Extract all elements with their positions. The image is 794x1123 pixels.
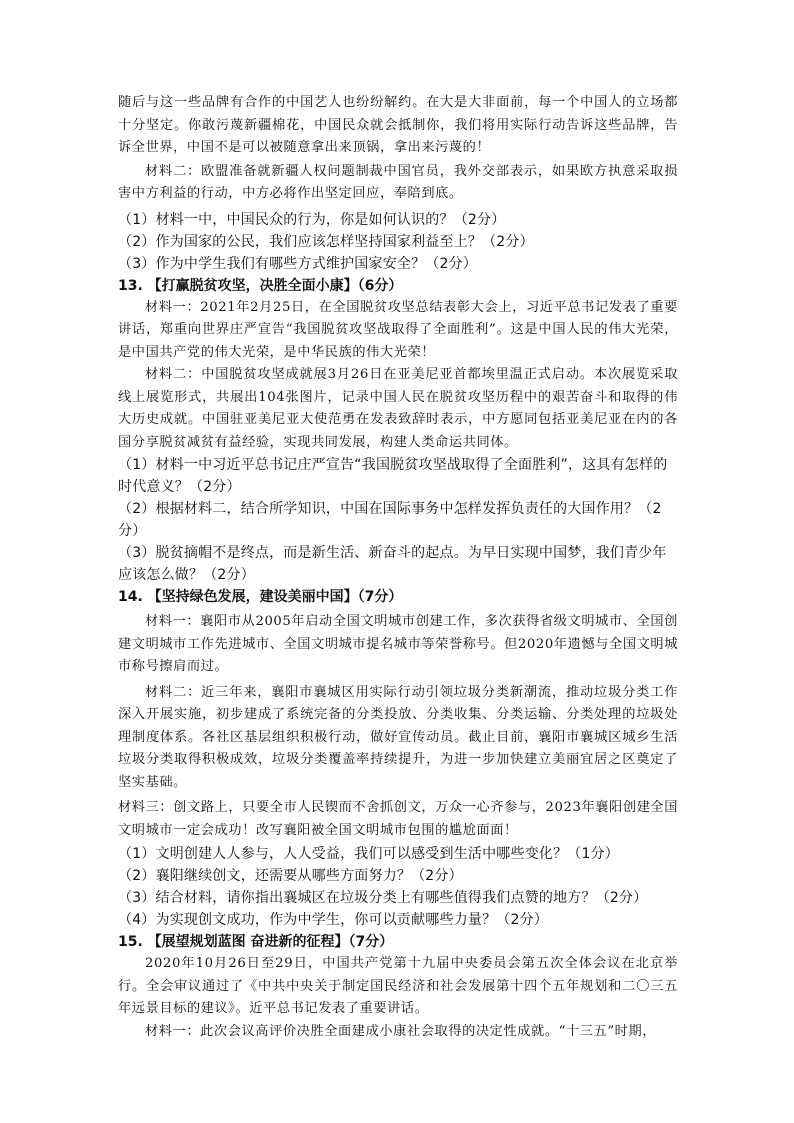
s14-heading: 14. 【坚持绿色发展，建设美丽中国】（7分） bbox=[118, 589, 403, 605]
s13-question-2: （2）根据材料二，结合所学知识，中国在国际事务中怎样发挥负责任的大国作用？（2分） bbox=[118, 501, 662, 539]
s15-heading: 15. 【展望规划蓝图 奋进新的征程】（7分） bbox=[118, 934, 394, 950]
s12-material2: 材料二：欧盟准备就新疆人权问题制裁中国官员，我外交部表示，如果欧方执意采取损害中方利益的行动，中方必将作出坚定回应，奉陪到底。 bbox=[118, 163, 678, 201]
s14-question-3: （3）结合材料，请你指出襄城区在垃圾分类上有哪些值得我们点赞的地方？（2分） bbox=[118, 890, 648, 906]
s12-question-1: （1）材料一中，中国民众的行为，你是如何认识的？（2分） bbox=[118, 211, 506, 228]
s15-material1-start: 材料一：此次会议高评价决胜全面建成小康社会取得的决定性成就。“十三五”时期， bbox=[145, 1023, 657, 1039]
s14-material1: 材料一：襄阳市从2005年启动全国文明城市创建工作，多次获得省级文明城市、全国创建文明城市工作先进城市、全国文明城市提名城市等荣誉称号。但2020年遗憾与全国文明城市称号擦肩而过。 bbox=[118, 614, 678, 674]
s12-intro-continued: 随后与这一些品牌有合作的中国艺人也纷纷解约。在大是大非面前，每一个中国人的立场都十分坚定。你敢污蔑新疆棉花，中国民众就会抵制你，我们将用实际行动告诉这些品牌，告诉全世界，中国不是可以被随意拿出来顶锅，拿出来污蔑的！ bbox=[118, 95, 678, 155]
s15-intro: 2020年10月26日至29日，中国共产党第十九届中央委员会第五次全体会议在北京举行。全会审议通过了《中共中央关于制定国民经济和社会发展第十四个五年规划和二〇三五年远景目标的建议》。近平总书记发表了重要讲话。 bbox=[118, 956, 678, 1016]
s14-question-1: （1）文明创建人人参与，人人受益，我们可以感受到生活中哪些变化？（1分） bbox=[118, 846, 620, 862]
s12-question-3: （3）作为中学生我们有哪些方式维护国家安全？（2分） bbox=[118, 255, 478, 272]
s14-material3: 材料三：创文路上，只要全市人民锲而不舍抓创文，万众一心齐参与，2023年襄阳创建全国文明城市一定会成功！改写襄阳被全国文明城市包围的尴尬面面！ bbox=[118, 800, 678, 838]
s14-question-4: （4）为实现创文成功，作为中学生，你可以贡献哪些力量？（2分） bbox=[118, 912, 549, 928]
s13-heading: 13. 【打赢脱贫攻坚，决胜全面小康】（6分） bbox=[118, 277, 403, 294]
s13-question-1: （1）材料一中习近平总书记庄严宣告“我国脱贫攻坚战取得了全面胜利”，这具有怎样的时代意义？（2分） bbox=[118, 457, 668, 495]
s14-material2: 材料二：近三年来，襄阳市襄城区用实际行动引领垃圾分类新潮流，推动垃圾分类工作深入开展实施，初步建成了系统完备的分类投放、分类收集、分类运输、分类处理的垃圾处理制度体系。各社区基层组织积极行动，做好宣传动员。截止目前，襄阳市襄城区城乡生活垃圾分类取得积极成效，垃圾分类覆盖率持续提升，为进一步加快建立美丽宜居之区奠定了坚实基础。 bbox=[118, 684, 678, 790]
s13-question-3: （3）脱贫摘帽不是终点，而是新生活、新奋斗的起点。为早日实现中国梦，我们青少年应该怎么做？（2分） bbox=[118, 545, 667, 583]
s12-question-2: （2）作为国家的公民，我们应该怎样坚持国家利益至上？（2分） bbox=[118, 233, 534, 250]
s13-material1: 材料一：2021年2月25日，在全国脱贫攻坚总结表彰大会上，习近平总书记发表了重要讲话，郑重向世界庄严宣告“我国脱贫攻坚战取得了全面胜利”。这是中国人民的伟大光荣，是中国共产党的伟大光荣，是中华民族的伟大光荣！ bbox=[118, 299, 678, 360]
document-content bbox=[118, 92, 678, 1043]
s14-question-2: （2）襄阳继续创文，还需要从哪些方面努力？（2分） bbox=[118, 868, 463, 884]
s13-material2: 材料二：中国脱贫攻坚成就展3月26日在亚美尼亚首都埃里温正式启动。本次展览采取线上展览形式，共展出104张图片，记录中国人民在脱贫攻坚历程中的艰苦奋斗和取得的伟大历史成就。中国驻亚美尼亚大使范勇在发表致辞时表示，中方愿同包括亚美尼亚在内的各国分享脱贫减贫有益经验，实现共同发展，构建人类命运共同体。 bbox=[118, 367, 678, 450]
